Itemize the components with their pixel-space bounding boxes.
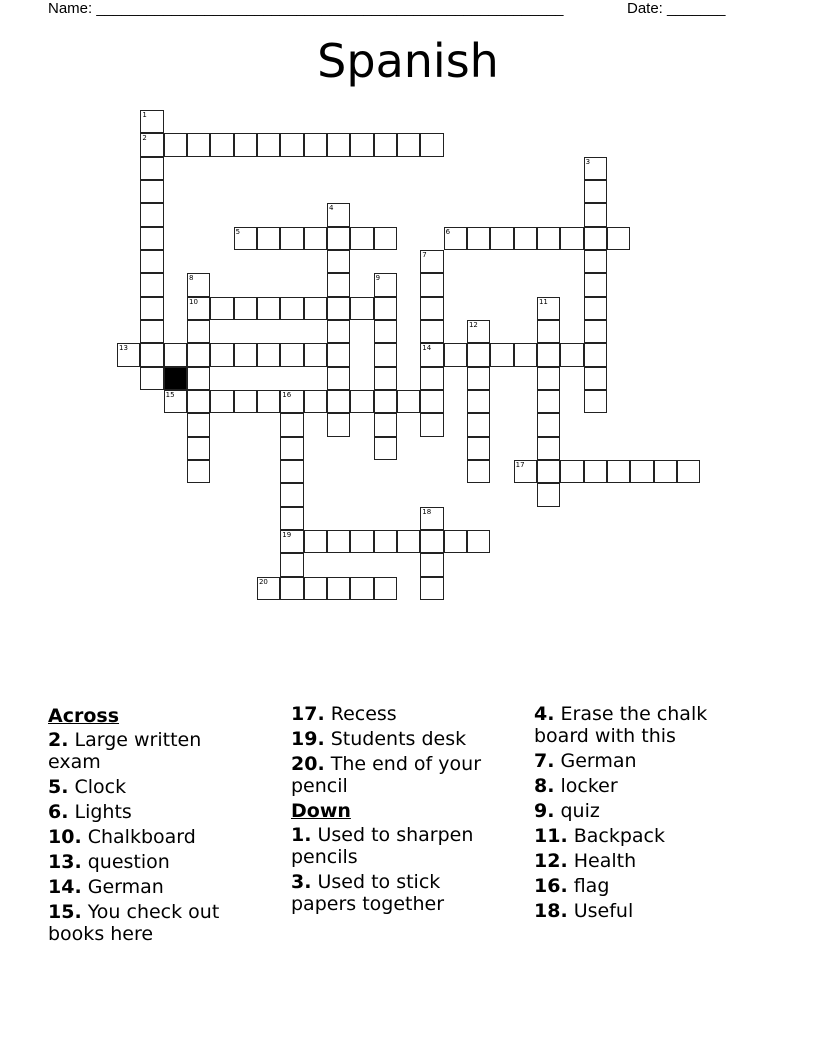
grid-cell[interactable] [584,180,607,203]
grid-cell[interactable] [327,227,350,250]
down-clue: 16. flag [534,875,610,897]
grid-cell[interactable] [537,297,560,320]
grid-cell[interactable] [187,460,210,483]
grid-cell[interactable] [280,437,303,460]
grid-cell[interactable] [584,320,607,343]
clue-number: 13 [119,344,128,353]
grid-cell[interactable] [467,530,490,553]
grid-cell[interactable] [584,390,607,413]
grid-cell[interactable] [514,460,537,483]
grid-cell[interactable] [374,133,397,156]
grid-cell[interactable] [537,413,560,436]
grid-cell[interactable] [187,413,210,436]
grid-cell[interactable] [444,227,467,250]
grid-cell[interactable] [374,297,397,320]
grid-cell[interactable] [187,390,210,413]
grid-cell[interactable] [140,367,163,390]
grid-cell[interactable] [327,320,350,343]
grid-cell[interactable] [304,133,327,156]
grid-cell[interactable] [140,273,163,296]
grid-cell[interactable] [187,437,210,460]
clue-column-2 [291,703,496,918]
grid-cell[interactable] [514,227,537,250]
grid-cell[interactable] [187,133,210,156]
grid-cell[interactable] [280,413,303,436]
grid-cell[interactable] [397,133,420,156]
grid-cell[interactable] [210,343,233,366]
grid-cell[interactable] [560,227,583,250]
grid-cell[interactable] [490,343,513,366]
across-clue: 5. Clock [48,776,127,798]
across-clue: 20. The end of your pencil [291,753,482,797]
grid-cell[interactable] [327,273,350,296]
grid-cell[interactable] [467,413,490,436]
clue-column-3 [534,703,739,925]
grid-cell[interactable] [607,460,630,483]
clue-number: 1 [142,111,147,119]
grid-cell[interactable] [374,577,397,600]
grid-cell[interactable] [584,250,607,273]
grid-cell[interactable] [420,413,443,436]
across-clue: 17. Recess [291,703,397,725]
clue-number: 17 [515,460,525,469]
grid-cell[interactable] [140,250,163,273]
grid-cell[interactable] [210,390,233,413]
grid-cell[interactable] [374,273,397,296]
grid-cell[interactable] [164,343,187,366]
grid-cell[interactable] [327,390,350,413]
grid-cell[interactable] [280,297,303,320]
grid-cell[interactable] [420,577,443,600]
grid-cell[interactable] [467,343,490,366]
across-heading: Across [48,705,120,727]
grid-cell[interactable] [607,227,630,250]
grid-cell[interactable] [374,343,397,366]
grid-cell[interactable] [327,577,350,600]
grid-cell[interactable] [187,297,210,320]
grid-cell[interactable] [444,530,467,553]
grid-cell[interactable] [584,227,607,250]
clue-number: 8 [188,274,194,283]
clue-column-1 [48,703,253,948]
grid-cell[interactable] [537,343,560,366]
grid-cell[interactable] [257,577,280,600]
grid-cell[interactable] [327,413,350,436]
grid-cell[interactable] [467,390,490,413]
grid-cell[interactable] [514,343,537,366]
grid-cell[interactable] [234,390,257,413]
clue-number: 7 [422,250,427,259]
grid-cell[interactable] [467,227,490,250]
clue-number: 18 [422,507,432,516]
across-clue: 15. You check out books here [48,901,220,945]
grid-cell[interactable] [654,460,677,483]
clue-number: 10 [188,297,198,306]
down-clue: 8. locker [534,775,618,797]
grid-cell[interactable] [140,180,163,203]
grid-cell[interactable] [187,367,210,390]
across-clue: 2. Large written exam [48,729,202,773]
across-clue: 6. Lights [48,801,132,823]
grid-cell[interactable] [187,273,210,296]
grid-cell[interactable] [187,343,210,366]
grid-cell[interactable] [234,343,257,366]
grid-cell[interactable] [350,390,373,413]
grid-cell[interactable] [280,343,303,366]
clue-number: 12 [468,320,478,329]
grid-cell[interactable] [374,437,397,460]
down-clue: 9. quiz [534,800,600,822]
clue-number: 5 [235,227,241,236]
grid-cell[interactable] [397,530,420,553]
grid-cell[interactable] [467,367,490,390]
grid-cell[interactable] [280,460,303,483]
grid-cell[interactable] [327,203,350,226]
grid-cell[interactable] [164,133,187,156]
grid-cell[interactable] [420,297,443,320]
grid-cell[interactable] [537,227,560,250]
down-clue: 4. Erase the chalk board with this [534,703,708,747]
clue-number: 16 [282,390,292,399]
grid-cell[interactable] [327,297,350,320]
clue-number: 6 [445,227,451,236]
grid-cell[interactable] [257,390,280,413]
grid-cell[interactable] [420,273,443,296]
grid-cell[interactable] [140,343,163,366]
grid-cell[interactable] [560,343,583,366]
grid-cell[interactable] [304,297,327,320]
grid-cell[interactable] [304,227,327,250]
grid-cell[interactable] [420,390,443,413]
grid-cell[interactable] [677,460,700,483]
grid-cell[interactable] [304,577,327,600]
date-field[interactable]: Date: _______ [627,0,726,17]
grid-cell[interactable] [234,297,257,320]
grid-cell[interactable] [420,133,443,156]
grid-cell[interactable] [420,320,443,343]
grid-cell[interactable] [140,110,163,133]
grid-cell[interactable] [350,530,373,553]
grid-cell[interactable] [234,133,257,156]
clue-number: 20 [258,577,268,586]
grid-cell[interactable] [257,297,280,320]
grid-cell[interactable] [257,343,280,366]
grid-cell[interactable] [374,367,397,390]
grid-cell[interactable] [164,390,187,413]
grid-cell[interactable] [140,203,163,226]
grid-cell[interactable] [280,530,303,553]
grid-cell[interactable] [350,133,373,156]
clue-number: 15 [165,390,175,399]
grid-cell[interactable] [584,203,607,226]
grid-cell[interactable] [140,157,163,180]
grid-cell[interactable] [537,320,560,343]
grid-cell[interactable] [420,530,443,553]
grid-cell[interactable] [584,297,607,320]
grid-cell[interactable] [374,227,397,250]
grid-cell[interactable] [187,320,210,343]
black-cell [164,367,187,390]
grid-cell[interactable] [140,227,163,250]
grid-cell[interactable] [537,390,560,413]
grid-cell[interactable] [584,157,607,180]
grid-cell[interactable] [420,367,443,390]
grid-cell[interactable] [537,483,560,506]
grid-cell[interactable] [280,507,303,530]
grid-cell[interactable] [420,553,443,576]
grid-cell[interactable] [444,343,467,366]
grid-cell[interactable] [537,460,560,483]
name-field[interactable]: Name: ________________________________________________________ [48,0,564,17]
grid-cell[interactable] [327,250,350,273]
grid-cell[interactable] [560,460,583,483]
clue-number: 4 [328,204,334,213]
grid-cell[interactable] [327,133,350,156]
across-clue: 19. Students desk [291,728,467,750]
grid-cell[interactable] [280,553,303,576]
grid-cell[interactable] [490,227,513,250]
grid-cell[interactable] [304,530,327,553]
grid-cell[interactable] [280,390,303,413]
grid-cell[interactable] [280,483,303,506]
grid-cell[interactable] [467,437,490,460]
down-clue: 1. Used to sharpen pencils [291,824,474,868]
down-clue: 18. Useful [534,900,634,922]
clue-number: 19 [282,530,292,539]
grid-cell[interactable] [630,460,653,483]
grid-cell[interactable] [304,390,327,413]
down-clue: 3. Used to stick papers together [291,871,445,915]
grid-cell[interactable] [374,413,397,436]
grid-cell[interactable] [140,320,163,343]
grid-cell[interactable] [327,367,350,390]
grid-cell[interactable] [280,577,303,600]
clue-number: 14 [422,344,432,353]
grid-cell[interactable] [584,273,607,296]
clue-number: 9 [375,274,381,283]
down-clue: 12. Health [534,850,637,872]
grid-cell[interactable] [234,227,257,250]
grid-cell[interactable] [420,507,443,530]
grid-cell[interactable] [537,367,560,390]
grid-cell[interactable] [327,343,350,366]
across-clue: 13. question [48,851,170,873]
grid-cell[interactable] [350,577,373,600]
grid-cell[interactable] [210,133,233,156]
grid-cell[interactable] [467,460,490,483]
grid-cell[interactable] [117,343,140,366]
grid-cell[interactable] [374,320,397,343]
grid-cell[interactable] [140,133,163,156]
grid-cell[interactable] [420,343,443,366]
grid-cell[interactable] [210,297,233,320]
grid-cell[interactable] [584,343,607,366]
down-heading: Down [291,800,351,822]
grid-cell[interactable] [584,460,607,483]
grid-cell[interactable] [280,227,303,250]
page-title: Spanish [317,34,499,88]
down-clue: 7. German [534,750,637,772]
grid-cell[interactable] [327,530,350,553]
grid-cell[interactable] [257,133,280,156]
across-clue: 10. Chalkboard [48,826,196,848]
grid-cell[interactable] [374,530,397,553]
grid-cell[interactable] [397,390,420,413]
grid-cell[interactable] [420,250,443,273]
clue-number: 11 [538,297,548,306]
down-clue: 11. Backpack [534,825,665,847]
across-clue: 14. German [48,876,164,898]
grid-cell[interactable] [257,227,280,250]
grid-cell[interactable] [280,133,303,156]
grid-cell[interactable] [374,390,397,413]
grid-cell[interactable] [304,343,327,366]
clue-number: 3 [585,157,591,166]
grid-cell[interactable] [350,227,373,250]
grid-cell[interactable] [140,297,163,320]
grid-cell[interactable] [537,437,560,460]
clue-number: 2 [142,134,147,143]
grid-cell[interactable] [350,297,373,320]
grid-cell[interactable] [467,320,490,343]
grid-cell[interactable] [584,367,607,390]
